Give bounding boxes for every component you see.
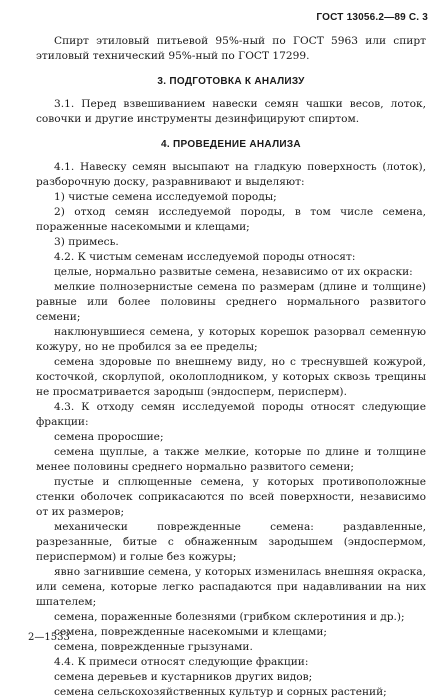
intro-paragraph: Спирт этиловый питьевой 95%-ный по ГОСТ 5963 или спирт этиловый технический 95%-ный по ГОСТ 17299. <box>36 35 426 62</box>
paragraph-4-2-c: наклюнувшиеся семена, у которых корешок разорвал семенную кожуру, но не пробился за ее пределы; <box>36 326 426 353</box>
paragraph-4-4-b: семена сельскохозяйственных культур и сорных растений; <box>54 686 387 698</box>
page-header: ГОСТ 13056.2—89 С. 3 <box>316 12 428 23</box>
paragraph-4-3-a: семена проросшие; <box>54 431 164 443</box>
paragraph-4-1-item-2: 2) отход семян исследуемой породы, в том числе семена, пораженные насекомыми и клещами; <box>36 206 426 233</box>
paragraph-4-3-f: семена, пораженные болезнями (грибком склеротиния и др.); <box>54 611 405 623</box>
paragraph-4-4-a: семена деревьев и кустарников других видов; <box>54 671 313 683</box>
page-footer: 2—1533 <box>28 632 70 643</box>
paragraph-4-3-c: пустые и сплющенные семена, у которых противоположные стенки оболочек соприкасаются по всей поверхности, независимо от их размеров; <box>36 476 426 518</box>
document-body <box>36 34 426 700</box>
paragraph-4-3-h: семена, поврежденные грызунами. <box>54 641 253 653</box>
paragraph-4-3: 4.3. К отходу семян исследуемой породы относят следующие фракции: <box>36 401 426 428</box>
paragraph-4-4: 4.4. К примеси относят следующие фракции: <box>54 656 309 668</box>
paragraph-4-2-d: семена здоровые по внешнему виду, но с треснувшей кожурой, косточкой, скорлупой, околоплодником, у которых сквозь трещины не просматривается зародыш (эндосперм, перисперм). <box>36 356 426 398</box>
paragraph-4-3-g: семена, поврежденные насекомыми и клещами; <box>54 626 328 638</box>
paragraph-4-3-d: механически поврежденные семена: раздавленные, разрезанные, битые с обнаженным зародышем (эндоспермом, периспермом) и голые без кожуры; <box>36 521 426 563</box>
section-3-title: 3. ПОДГОТОВКА К АНАЛИЗУ <box>157 76 305 87</box>
paragraph-4-2: 4.2. К чистым семенам исследуемой породы относят: <box>54 251 356 263</box>
section-4-title: 4. ПРОВЕДЕНИЕ АНАЛИЗА <box>161 139 301 150</box>
paragraph-4-3-e: явно загнившие семена, у которых изменилась внешняя окраска, или семена, которые легко распадаются при надавливании на них шпателем; <box>36 566 426 608</box>
paragraph-4-1-item-3: 3) примесь. <box>54 236 119 248</box>
paragraph-4-2-a: целые, нормально развитые семена, независимо от их окраски: <box>54 266 413 278</box>
paragraph-3-1: 3.1. Перед взвешиванием навески семян чашки весов, лоток, совочки и другие инструменты дезинфицируют спиртом. <box>36 98 426 125</box>
paragraph-4-3-b: семена щуплые, а также мелкие, которые по длине и толщине менее половины среднего нормально развитого семени; <box>36 446 426 473</box>
paragraph-4-1-item-1: 1) чистые семена исследуемой породы; <box>54 191 277 203</box>
paragraph-4-1: 4.1. Навеску семян высыпают на гладкую поверхность (лоток), разборочную доску, разравнивают и выделяют: <box>36 161 426 188</box>
paragraph-4-2-b: мелкие полнозернистые семена по размерам (длине и толщине) равные или более половины среднего нормального развитого семени; <box>36 281 426 323</box>
